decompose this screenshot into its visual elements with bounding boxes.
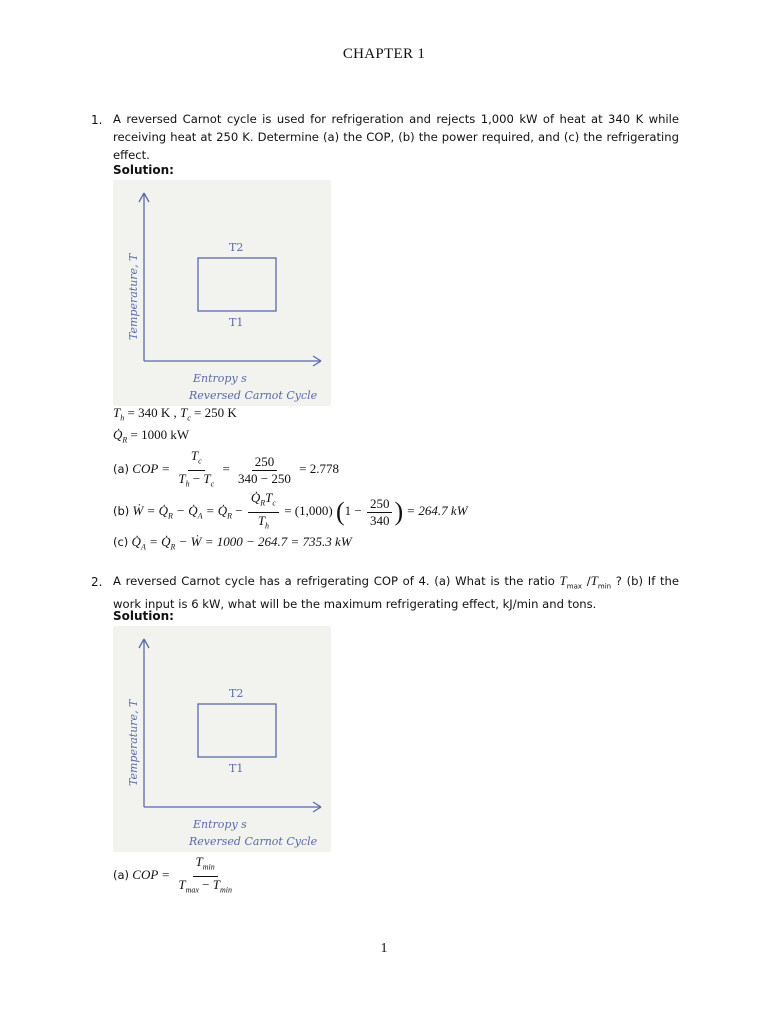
problem-1-number: 1. [91,113,103,127]
sketch-x-axis-label: Entropy s [193,372,247,385]
sketch-lower-label: T1 [229,762,244,775]
part-b-power-equation: (b) Ẇ = $Q̇_R$ − $Q̇_A$ = $Q̇_R$ − $\frac{Q̇_RT_c}{T_h}$ = (1,000) (1 − $\frac{250}{340}$ ) = 264.7 kW [113,490,468,534]
given-temperatures: $T_h = 340$ K , $T_c = 250$ K [113,405,237,423]
sketch-caption: Reversed Carnot Cycle [189,389,318,402]
fraction-250-over-340: $\frac{250}{340}$ [367,496,393,529]
sketch-y-axis-label: Temperature, T [127,253,140,340]
fraction-tc-over-th-minus-tc: $\frac{T_c}{T_h - T_c}$ [178,448,215,489]
problem-2-part-a-cop: (a) COP = $\frac{T_{min}}{T_{max} - T_{min}}$ [113,854,237,898]
page-number: 1 [380,941,388,956]
sketch-y-axis-label: Temperature, T [127,699,140,786]
problem-2-text: A reversed Carnot cycle has a refrigerating COP of 4. (a) What is the ratio $T_{max}$ $/T_{min}$ ? (b) If the work input is 6 kW, what will be the maximum refrigerating effect, kJ/min and tons. [113,573,680,612]
fraction-qr-tc-over-th: $\frac{Q̇_RT_c}{T_h}$ [248,490,279,534]
sketch-caption: Reversed Carnot Cycle [189,835,318,848]
problem-2-number: 2. [91,575,103,589]
given-heat-rejected: $Q̇_R = 1000$ kW [113,427,190,445]
problem-1-text: A reversed Carnot cycle is used for refrigeration and rejects 1,000 kW of heat at 340 K while receiving heat at 250 K. Determine (a) the COP, (b) the power required, and (c) the refrigerating effect. [113,112,679,162]
sketch-upper-label: T2 [229,687,244,700]
part-c-refrigerating-effect: (c) $Q̇_A$ = $Q̇_R$ − Ẇ = 1000 − 264.7 = 735.3 kW [113,534,352,552]
sketch-x-axis-label: Entropy s [193,818,247,831]
chapter-title: CHAPTER 1 [342,46,426,62]
sketch-lower-label: T1 [229,316,244,329]
ts-diagram-sketch-2 [113,626,331,852]
ts-diagram-sketch-1 [113,180,331,406]
sketch-upper-label: T2 [229,241,244,254]
part-a-cop-equation: (a) COP = $\frac{T_c}{T_h - T_c}$ = $\frac{250}{340 - 250}$ = 2.778 [113,448,339,492]
fraction-numeric-cop: $\frac{250}{340 - 250}$ [238,453,291,486]
solution-label-2: Solution: [113,609,174,623]
fraction-tmin-over-tmax-minus-tmin: $\frac{T_{min}}{T_{max} - T_{min}}$ [178,854,232,895]
solution-label-1: Solution: [113,163,174,177]
